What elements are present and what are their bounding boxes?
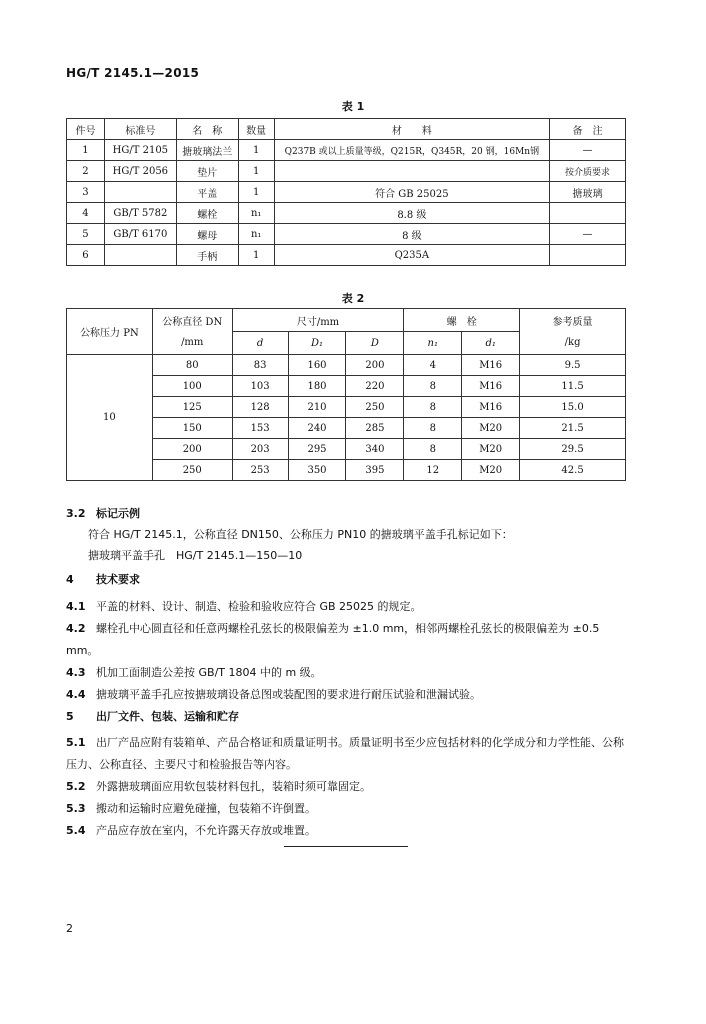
- item-text: 产品应存放在室内，不允许露天存放或堆置。: [96, 824, 316, 837]
- table-cell: 8: [404, 376, 462, 397]
- item-number: 5.1: [66, 736, 86, 749]
- table-row: [67, 355, 626, 376]
- table1-header-cell: 材 料: [274, 119, 549, 140]
- list-item: [66, 684, 632, 706]
- table-row: [67, 203, 626, 224]
- list-item: [66, 820, 632, 842]
- table-cell: 125: [152, 397, 232, 418]
- table1-header-cell: 件号: [67, 119, 105, 140]
- table-cell: 29.5: [520, 439, 626, 460]
- table-cell: 1: [67, 140, 105, 161]
- table-cell: M20: [462, 460, 520, 481]
- table-cell: 153: [232, 418, 288, 439]
- table-cell: 42.5: [520, 460, 626, 481]
- table1-header-cell: 名 称: [176, 119, 238, 140]
- table-cell: 12: [404, 460, 462, 481]
- item-text: 机加工面制造公差按 GB/T 1804 中的 m 级。: [96, 666, 322, 679]
- list-item: [66, 596, 632, 618]
- table1-header-cell: 数量: [238, 119, 274, 140]
- list-item: [66, 732, 632, 776]
- table-cell: [104, 245, 176, 266]
- header-bolt: 螺 栓: [404, 309, 520, 332]
- table-cell: 8: [404, 418, 462, 439]
- header-pn: 公称压力 PN: [67, 309, 153, 355]
- marking-example-line1: 符合 HG/T 2145.1，公称直径 DN150、公称压力 PN10 的搪玻璃平盖手孔标记如下：: [88, 528, 513, 541]
- table-cell: 11.5: [520, 376, 626, 397]
- table-cell: M20: [462, 418, 520, 439]
- table-cell: 103: [232, 376, 288, 397]
- table-cell: 垫片: [176, 161, 238, 182]
- table-cell: 螺母: [176, 224, 238, 245]
- table-cell: GB/T 5782: [104, 203, 176, 224]
- item-number: 4.2: [66, 622, 86, 635]
- table-cell: 240: [288, 418, 346, 439]
- section-title: 技术要求: [96, 573, 140, 586]
- table-cell: M16: [462, 376, 520, 397]
- table-cell: 203: [232, 439, 288, 460]
- section-5-heading: [66, 706, 636, 728]
- subheader-d1: d₁: [462, 332, 520, 355]
- table-cell: 4: [404, 355, 462, 376]
- table-cell: 340: [346, 439, 404, 460]
- table-cell: 1: [238, 140, 274, 161]
- table-cell: M16: [462, 355, 520, 376]
- table-cell: 250: [346, 397, 404, 418]
- table-cell: 搪玻璃: [550, 182, 626, 203]
- section-number: 5: [66, 710, 74, 723]
- item-number: 4.3: [66, 666, 86, 679]
- section-title: 出厂文件、包装、运输和贮存: [96, 710, 239, 723]
- table-cell: 128: [232, 397, 288, 418]
- table-cell: [104, 182, 176, 203]
- table-cell: [550, 203, 626, 224]
- section-3-2-heading: [66, 503, 636, 525]
- table-cell: 3: [67, 182, 105, 203]
- table-cell: 250: [152, 460, 232, 481]
- table2-caption: 表 2: [341, 292, 365, 305]
- table-cell: 80: [152, 355, 232, 376]
- table-cell: 符合 GB 25025: [274, 182, 549, 203]
- table-cell: [550, 245, 626, 266]
- table-cell: GB/T 6170: [104, 224, 176, 245]
- table-cell: 1: [238, 245, 274, 266]
- table-cell: 2: [67, 161, 105, 182]
- item-text: 外露搪玻璃面应用软包装材料包扎，装箱时须可靠固定。: [96, 780, 371, 793]
- table-cell: Q237B 或以上质量等级，Q215R，Q345R，20 钢，16Mn钢: [274, 140, 549, 161]
- table2: [66, 308, 626, 481]
- table-cell: 8: [404, 439, 462, 460]
- table-cell: [274, 161, 549, 182]
- section-number: 3.2: [66, 507, 86, 520]
- item-text: 螺栓孔中心圆直径和任意两螺栓孔弦长的极限偏差为 ±1.0 mm，相邻两螺栓孔弦长的极限偏差为 ±0.5 mm。: [66, 622, 600, 657]
- table1-header-row: [67, 119, 626, 140]
- table-cell: —: [550, 140, 626, 161]
- item-number: 5.3: [66, 802, 86, 815]
- table-cell: 9.5: [520, 355, 626, 376]
- item-text: 搬动和运输时应避免碰撞，包装箱不许倒置。: [96, 802, 316, 815]
- document-code: HG/T 2145.1—2015: [66, 66, 200, 80]
- table-cell: 200: [346, 355, 404, 376]
- table-cell: 1: [238, 182, 274, 203]
- table-cell: 平盖: [176, 182, 238, 203]
- table-cell: Q235A: [274, 245, 549, 266]
- subheader-d: d: [232, 332, 288, 355]
- list-item: [66, 618, 632, 662]
- table-cell: M16: [462, 397, 520, 418]
- table-cell: 210: [288, 397, 346, 418]
- table-cell: 螺栓: [176, 203, 238, 224]
- table-cell: 15.0: [520, 397, 626, 418]
- table-cell: 8: [404, 397, 462, 418]
- table-cell: 1: [238, 161, 274, 182]
- table-cell: 4: [67, 203, 105, 224]
- table-cell: 100: [152, 376, 232, 397]
- item-number: 5.4: [66, 824, 86, 837]
- table-cell: 8.8 级: [274, 203, 549, 224]
- subheader-D: D: [346, 332, 404, 355]
- table-cell: 200: [152, 439, 232, 460]
- header-mass: 参考质量: [520, 309, 626, 332]
- table-cell: 21.5: [520, 418, 626, 439]
- table-row: [67, 245, 626, 266]
- table-cell: HG/T 2056: [104, 161, 176, 182]
- table-cell: 150: [152, 418, 232, 439]
- table-row: [67, 140, 626, 161]
- table-row: [67, 182, 626, 203]
- table1-header-cell: 备 注: [550, 119, 626, 140]
- table-cell: 8 级: [274, 224, 549, 245]
- item-text: 平盖的材料、设计、制造、检验和验收应符合 GB 25025 的规定。: [96, 600, 422, 613]
- header-mass-unit: /kg: [520, 332, 626, 355]
- table1-caption: 表 1: [341, 100, 365, 113]
- item-number: 4.1: [66, 600, 86, 613]
- table-cell: 6: [67, 245, 105, 266]
- header-dn: 公称直径 DN: [152, 309, 232, 332]
- table1-header-cell: 标准号: [104, 119, 176, 140]
- table-cell: n₁: [238, 224, 274, 245]
- table-row: [67, 224, 626, 245]
- table-cell: 253: [232, 460, 288, 481]
- table-cell: —: [550, 224, 626, 245]
- table-cell: 手柄: [176, 245, 238, 266]
- item-text: 搪玻璃平盖手孔应按搪玻璃设备总图或装配图的要求进行耐压试验和泄漏试验。: [96, 688, 481, 701]
- item-number: 5.2: [66, 780, 86, 793]
- page-number: 2: [66, 922, 73, 935]
- table-cell: 295: [288, 439, 346, 460]
- pn-value: 10: [67, 355, 153, 481]
- end-rule: [284, 846, 408, 847]
- subheader-n1: n₁: [404, 332, 462, 355]
- marking-example-line2: 搪玻璃平盖手孔 HG/T 2145.1—150—10: [88, 549, 303, 562]
- table-cell: 220: [346, 376, 404, 397]
- table-cell: M20: [462, 439, 520, 460]
- section-number: 4: [66, 573, 74, 586]
- list-item: [66, 776, 632, 798]
- subheader-D1: D₁: [288, 332, 346, 355]
- table1: [66, 118, 626, 266]
- item-text: 出厂产品应附有装箱单、产品合格证和质量证明书。质量证明书至少应包括材料的化学成分和力学性能、公称压力、公称直径、主要尺寸和检验报告等内容。: [66, 736, 624, 771]
- table-cell: 按介质要求: [550, 161, 626, 182]
- header-dimensions: 尺寸/mm: [232, 309, 404, 332]
- table-cell: 搪玻璃法兰: [176, 140, 238, 161]
- table-cell: n₁: [238, 203, 274, 224]
- table-cell: 395: [346, 460, 404, 481]
- table-cell: 5: [67, 224, 105, 245]
- table-cell: 160: [288, 355, 346, 376]
- table-cell: HG/T 2105: [104, 140, 176, 161]
- table-cell: 350: [288, 460, 346, 481]
- list-item: [66, 662, 632, 684]
- item-number: 4.4: [66, 688, 86, 701]
- table-cell: 83: [232, 355, 288, 376]
- table-row: [67, 161, 626, 182]
- table-cell: 285: [346, 418, 404, 439]
- list-item: [66, 798, 632, 820]
- table2-header-row: [67, 309, 626, 332]
- section-title: 标记示例: [96, 507, 140, 520]
- table-cell: 180: [288, 376, 346, 397]
- header-dn-unit: /mm: [152, 332, 232, 355]
- section-4-heading: [66, 569, 636, 591]
